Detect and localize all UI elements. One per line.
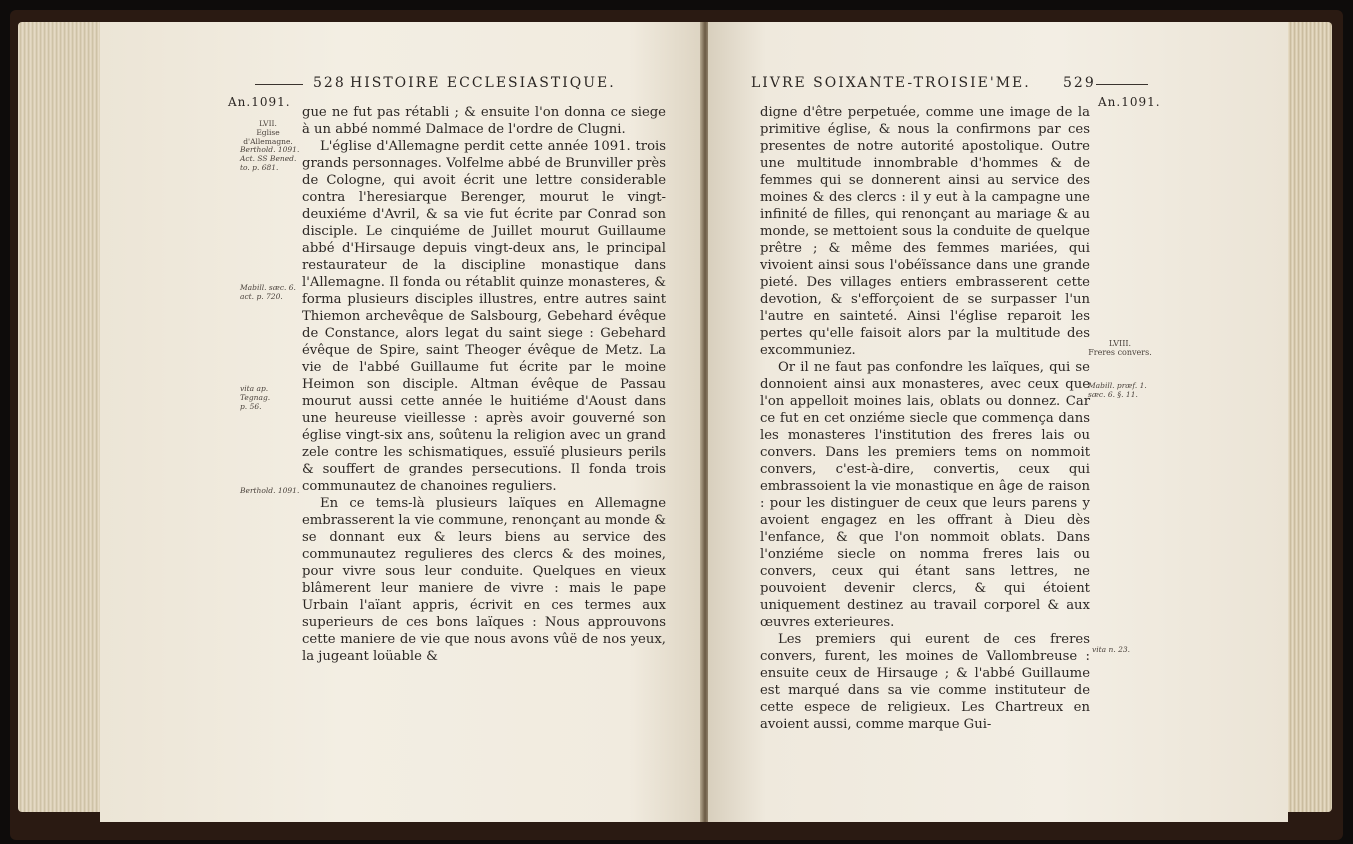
margin-note: Mabill. præf. 1. sæc. 6. §. 11. — [1088, 381, 1147, 399]
left-running-title: HISTOIRE ECCLESIASTIQUE. — [350, 75, 616, 91]
margin-note: vita n. 23. — [1092, 645, 1131, 654]
header-rule — [1096, 84, 1148, 85]
margin-note: Mabill. sæc. 6. act. p. 720. — [240, 283, 296, 301]
paragraph: Les premiers qui eurent de ces freres convers, furent, les moines de Vallombreuse : ensuite ceux de Hirsauge ; & l'abbé Guillaume est marqué dans sa vie comme instituteur de cette espece de religieux. Les Chartreux en avoient aussi, comme marque Gui- — [760, 632, 1090, 732]
margin-note: LVII. Eglise d'Allemagne. — [243, 119, 293, 146]
left-page-number: 528 — [313, 75, 346, 91]
left-year-label: An.1091. — [228, 95, 291, 109]
margin-note: Berthold. 1091. Act. SS Bened. to. p. 681. — [240, 145, 300, 172]
right-page-number: 529 — [1063, 75, 1096, 91]
left-page — [100, 22, 702, 822]
margin-note: vita ap. Tegnag. p. 56. — [240, 384, 271, 411]
paragraph: digne d'être perpetuée, comme une image de la primitive église, & nous la confirmons par ces presentes de notre autorité apostolique. Outre une multitude innombrable d'hommes & de femmes qui se donnerent ainsi au service des moines & des clercs : il y eut à la campagne une infinité de filles, qui renonçant au mariage & au monde, se mettoient sous la conduite de quelque prêtre ; & même des femmes mariées, qui vivoient ainsi sous l'obéïssance dans une grande pieté. Des villages entiers embrasserent cette devotion, & s'efforçoient de se surpasser l'un l'autre en sainteté. Ainsi l'église reparoit les pertes qu'elle faisoit alors par la multitude des excommuniez. — [760, 105, 1090, 358]
header-rule — [255, 84, 303, 85]
paragraph: gue ne fut pas rétabli ; & ensuite l'on donna ce siege à un abbé nommé Dalmace de l'ordre de Clugni. — [302, 105, 666, 137]
margin-note: Berthold. 1091. — [240, 486, 300, 495]
right-running-title: LIVRE SOIXANTE-TROISIE'ME. — [751, 75, 1031, 91]
paragraph: En ce tems-là plusieurs laïques en Allemagne embrasserent la vie commune, renonçant au monde & se donnant eux & leurs biens au service des communautez regulieres des clercs & des moines, pour vivre sous leur conduite. Quelques en vieux blâmerent leur maniere de vivre : mais le pape Urbain l'aïant appris, écrivit en ces termes aux superieurs de ces bons laïques : Nous approuvons cette maniere de vie que nous avons vûë de nos yeux, la jugeant loüable & — [302, 496, 666, 664]
right-page-edges — [1288, 22, 1332, 812]
left-page-edges — [18, 22, 108, 812]
paragraph: Or il ne faut pas confondre les laïques, qui se donnoient ainsi aux monasteres, avec ceux que l'on appelloit moines lais, oblats ou donnez. Car ce fut en cet onziéme siecle que commença dans les monasteres l'institution des freres lais ou convers. Dans les premiers tems on nommoit convers, c'est-à-dire, convertis, ceux qui embrassoient la vie monastique en âge de raison : pour les distinguer de ceux que leurs parens y avoient engagez en les offrant à Dieu dès l'enfance, & que l'on nommoit oblats. Dans l'onziéme siecle on nomma freres lais ou convers, ceux qui étant sans lettres, ne pouvoient devenir clercs, & qui étoient uniquement destinez au travail corporel & aux œuvres exterieures. — [760, 360, 1090, 630]
right-page-body — [760, 104, 1090, 733]
paragraph: L'église d'Allemagne perdit cette année 1091. trois grands personnages. Volfelme abbé de Brunviller près de Cologne, qui avoit écrit une lettre considerable contra l'heresiarque Berenger, mourut le vingt-deuxiéme d'Avril, & sa vie fut écrite par Conrad son disciple. Le cinquiéme de Juillet mourut Guillaume abbé d'Hirsauge depuis vingt-deux ans, le principal restaurateur de la discipline monastique dans l'Allemagne. Il fonda ou rétablit quinze monasteres, & forma plusieurs disciples illustres, entre autres saint Thiemon archevêque de Salsbourg, Gebehard évêque de Constance, alors legat du saint siege : Gebehard évêque de Spire, saint Theoger évêque de Metz. La vie de l'abbé Guillaume fut écrite par le moine Heimon son disciple. Altman évêque de Passau mourut aussi cette année le huitiéme d'Aoust dans une heureuse vieillesse : après avoir gouverné son église vingt-six ans, soûtenu la religion avec un grand zele contre les schismatiques, essuïé plusieurs perils & souffert de grandes persecutions. Il fonda trois communautez de chanoines reguliers. — [302, 139, 666, 494]
margin-note: LVIII. Freres convers. — [1088, 339, 1152, 357]
right-year-label: An.1091. — [1098, 95, 1161, 109]
right-page — [708, 22, 1288, 822]
left-page-body — [302, 104, 666, 665]
